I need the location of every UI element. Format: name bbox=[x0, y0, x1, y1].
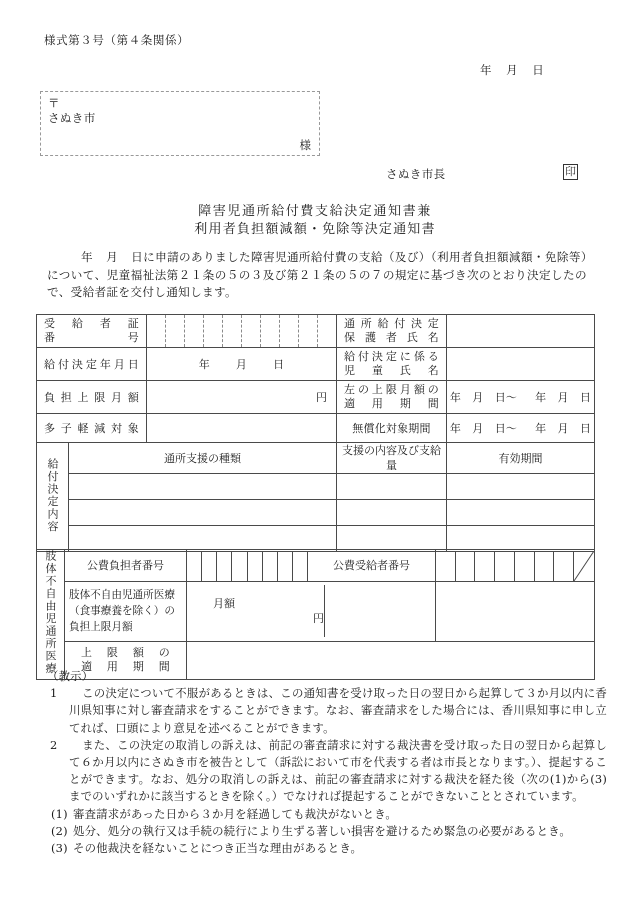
addressee-city: さぬき市 bbox=[48, 111, 96, 125]
page-title bbox=[0, 203, 630, 239]
digit-box[interactable] bbox=[299, 315, 318, 347]
issue-date-day: 日 bbox=[532, 63, 545, 77]
cell-cap-period-value[interactable] bbox=[447, 381, 595, 414]
cell-decision-date-value[interactable] bbox=[147, 348, 337, 381]
cell-medical-cap-right[interactable] bbox=[436, 582, 595, 641]
digit-box[interactable] bbox=[436, 551, 456, 581]
free-period-from: 年 月 日～ bbox=[449, 421, 518, 435]
cell-support-type[interactable] bbox=[69, 474, 337, 500]
zip-symbol: 〒 bbox=[48, 96, 60, 110]
cell-public-payer-value[interactable] bbox=[187, 550, 436, 582]
digit-box[interactable] bbox=[318, 315, 336, 347]
title-line-2: 利用者負担額減額・免除等決定通知書 bbox=[194, 222, 436, 237]
medical-cap-blank[interactable] bbox=[325, 585, 435, 637]
col-header-support-type: 通所支援の種類 bbox=[69, 443, 337, 474]
cell-recipient-number-value[interactable] bbox=[147, 315, 337, 348]
cap-period-to: 年 月 日 bbox=[535, 390, 592, 404]
cell-support-content[interactable] bbox=[337, 500, 447, 526]
cell-valid-period[interactable] bbox=[447, 474, 595, 500]
cell-multichild-label bbox=[37, 414, 147, 443]
public-recipient-label: 公費受給者番号 bbox=[333, 559, 410, 573]
notice-section bbox=[47, 668, 607, 857]
cell-free-period-label bbox=[337, 414, 447, 443]
digit-box[interactable] bbox=[263, 551, 278, 581]
notice-subitem-text: 処分、処分の執行又は手続の続行により生ずる著しい損害を避けるため緊急の必要があるとき。 bbox=[73, 823, 571, 838]
digit-box[interactable] bbox=[223, 315, 242, 347]
guardian-name-label-line2: 保 護 者 氏 名 bbox=[344, 331, 439, 344]
recipient-number-label-line1: 受 給 者 証 bbox=[44, 316, 139, 330]
digit-box[interactable] bbox=[147, 315, 166, 347]
digit-box[interactable] bbox=[535, 551, 555, 581]
cap-period-label-2-line1: 上 限 額 の bbox=[81, 645, 170, 659]
cell-monthly-cap-value[interactable] bbox=[147, 381, 337, 414]
table-row-medical-cap bbox=[37, 582, 595, 641]
notice-subitem bbox=[47, 840, 607, 857]
digit-box[interactable] bbox=[232, 551, 247, 581]
digit-box[interactable] bbox=[278, 551, 293, 581]
notice-subitem-text: その他裁決を経ないことにつき正当な理由があるとき。 bbox=[73, 841, 363, 856]
digit-box[interactable] bbox=[475, 551, 495, 581]
cell-support-type[interactable] bbox=[69, 526, 337, 552]
medical-care-label: 肢体不自由児通所医療 bbox=[44, 550, 57, 675]
digit-box[interactable] bbox=[185, 315, 204, 347]
multichild-label: 多子軽減対象 bbox=[44, 421, 139, 435]
child-name-label-line1: 給付決定に係る bbox=[344, 349, 439, 363]
slash-cell-icon bbox=[573, 551, 594, 581]
notice-subitem-number: (2) bbox=[51, 823, 68, 838]
cell-monthly-cap-label bbox=[37, 381, 147, 414]
cap-period-from: 年 月 日～ bbox=[449, 390, 518, 404]
table-row-content-blank bbox=[37, 474, 595, 500]
table-row-recipient-number bbox=[37, 315, 595, 348]
cell-recipient-number-label bbox=[37, 315, 147, 348]
decision-date-year: 年 bbox=[198, 357, 210, 371]
cell-public-recipient-value[interactable] bbox=[436, 550, 595, 582]
addressee-honorific: 様 bbox=[299, 138, 311, 152]
notice-item-text: この決定について不服があるときは、この通知書を受け取った日の翌日から起算して３か月以内に香川県知事に対し審査請求をすることができます。なお、審査請求をした場合には、香川県知事に申し立てれば、口頭により意見を述べることができます。 bbox=[69, 686, 607, 735]
addressee-box bbox=[40, 91, 320, 156]
cap-period-label-2-line2: 適 用 期 間 bbox=[81, 660, 170, 674]
benefit-decision-table bbox=[36, 314, 595, 552]
child-name-label-line2: 児 童 氏 名 bbox=[344, 364, 439, 377]
intro-year: 年 bbox=[81, 250, 94, 264]
title-line-1: 障害児通所給付費支給決定通知書兼 bbox=[198, 204, 432, 219]
monthly-cap-label: 負担上限月額 bbox=[44, 390, 139, 404]
medical-care-table bbox=[36, 549, 595, 680]
digit-box[interactable] bbox=[554, 551, 573, 581]
intro-paragraph bbox=[47, 249, 587, 302]
free-period-to: 年 月 日 bbox=[535, 421, 592, 435]
digit-box[interactable] bbox=[280, 315, 299, 347]
table-row-monthly-cap bbox=[37, 381, 595, 414]
digit-box[interactable] bbox=[242, 315, 261, 347]
cell-guardian-name-label bbox=[337, 315, 447, 348]
monthly-cap-unit: 円 bbox=[316, 390, 327, 404]
decision-content-label: 給付決定内容 bbox=[46, 457, 59, 533]
digit-box[interactable] bbox=[495, 551, 515, 581]
intro-body: 日に申請のありました障害児通所給付費の支給（及び）（利用者負担額減額・免除等）について、児童福祉法第２１条の５の３及び第２１条の５の７の規定に基づき次のとおり決定したので、受給者証を交付し通知します。 bbox=[47, 250, 587, 300]
cell-free-period-value[interactable] bbox=[447, 414, 595, 443]
notice-subitem-number: (1) bbox=[51, 806, 68, 821]
digit-box[interactable] bbox=[248, 551, 263, 581]
cell-support-content[interactable] bbox=[337, 526, 447, 552]
notice-item-text: また、この決定の取消しの訴えは、前記の審査請求に対する裁決書を受け取った日の翌日から起算して６か月以内にさぬき市を被告として（訴訟において市を代表する者は市長となります。）、提起することができます。なお、処分の取消しの訴えは、前記の審査請求に対する裁決を経た後（次の(1)から(3)までのいずれかに該当するときを除く。）でなければ提起することができないこととされています。 bbox=[69, 737, 607, 804]
medical-cap-amount-unit: 円 bbox=[313, 612, 324, 626]
digit-box[interactable] bbox=[456, 551, 476, 581]
medical-cap-label-line1: 肢体不自由児通所医療 bbox=[69, 589, 175, 602]
form-number: 様式第３号（第４条関係） bbox=[44, 33, 190, 47]
table-row-multichild-reduction bbox=[37, 414, 595, 443]
cap-period-label-line2: 適 用 期 間 bbox=[344, 397, 439, 410]
table-row-decision-date bbox=[37, 348, 595, 381]
intro-month: 月 bbox=[106, 250, 119, 264]
cell-multichild-value[interactable] bbox=[147, 414, 337, 443]
notice-heading: （教示） bbox=[47, 669, 94, 683]
notice-item bbox=[47, 685, 607, 737]
cell-medical-cap-label bbox=[65, 582, 187, 641]
cell-medical-cap-amount[interactable] bbox=[187, 582, 436, 641]
medical-cap-amount-label: 月額 bbox=[213, 597, 235, 611]
cell-valid-period[interactable] bbox=[447, 500, 595, 526]
table-row-content-blank bbox=[37, 526, 595, 552]
cell-decision-date-label bbox=[37, 348, 147, 381]
digit-box[interactable] bbox=[515, 551, 535, 581]
notice-subitem bbox=[47, 806, 607, 823]
medical-cap-amount-row bbox=[187, 596, 324, 626]
notice-subitem-number: (3) bbox=[51, 841, 68, 856]
digit-box[interactable] bbox=[166, 315, 185, 347]
issue-date-year: 年 bbox=[480, 63, 493, 77]
notice-item bbox=[47, 737, 607, 806]
cell-support-content[interactable] bbox=[337, 474, 447, 500]
decision-date-month: 月 bbox=[235, 357, 248, 371]
cell-child-name-value[interactable] bbox=[447, 348, 595, 381]
guardian-name-label-line1: 通所給付決定 bbox=[344, 316, 439, 330]
decision-date-label: 給付決定年月日 bbox=[44, 357, 139, 371]
digit-box[interactable] bbox=[187, 551, 202, 581]
notice-item-number: 1 bbox=[50, 686, 58, 701]
decision-date-ymd bbox=[199, 358, 285, 371]
issue-date-line bbox=[480, 62, 544, 78]
cell-decision-content-vertical-label bbox=[37, 443, 69, 552]
notice-subitem bbox=[47, 823, 607, 840]
digit-box[interactable] bbox=[293, 551, 307, 581]
cap-period-label-line1: 左の上限月額の bbox=[344, 382, 439, 396]
seal-icon: 印 bbox=[565, 165, 576, 178]
digit-box[interactable] bbox=[202, 551, 217, 581]
medical-cap-label-line3: 負担上限月額 bbox=[69, 621, 133, 634]
public-payer-digit-group[interactable] bbox=[187, 551, 308, 581]
cell-medical-vertical-label bbox=[37, 550, 65, 680]
free-period-label: 無償化対象期間 bbox=[352, 421, 431, 435]
cell-cap-period-label bbox=[337, 381, 447, 414]
table-row-public-payer-number bbox=[37, 550, 595, 582]
notice-subitem-text: 審査請求があった日から３か月を経過しても裁決がないとき。 bbox=[73, 806, 397, 821]
digit-box[interactable] bbox=[217, 551, 232, 581]
issuer-name: さぬき市長 bbox=[386, 167, 446, 181]
cell-valid-period[interactable] bbox=[447, 526, 595, 552]
public-recipient-boxes[interactable] bbox=[436, 551, 573, 581]
issue-date-month: 月 bbox=[506, 63, 519, 77]
cell-child-name-label bbox=[337, 348, 447, 381]
digit-box[interactable] bbox=[204, 315, 223, 347]
notice-item-number: 2 bbox=[50, 737, 58, 752]
medical-cap-label-line2: （食事療養を除く）の bbox=[69, 605, 175, 618]
col-header-valid-period: 有効期間 bbox=[447, 443, 595, 474]
cell-guardian-name-value[interactable] bbox=[447, 315, 595, 348]
cell-support-type[interactable] bbox=[69, 500, 337, 526]
public-payer-boxes[interactable] bbox=[187, 551, 307, 581]
medical-cap-amount-field[interactable] bbox=[187, 585, 325, 637]
digit-box[interactable] bbox=[261, 315, 280, 347]
decision-date-day: 日 bbox=[273, 357, 285, 371]
table-row-content-blank bbox=[37, 500, 595, 526]
col-header-support-content: 支援の内容及び支給量 bbox=[337, 443, 447, 474]
recipient-number-label-line2: 番 号 bbox=[44, 331, 139, 344]
recipient-number-boxes[interactable] bbox=[147, 315, 336, 347]
cell-public-payer-label: 公費負担者番号 bbox=[65, 550, 187, 582]
table-row-content-header bbox=[37, 443, 595, 474]
